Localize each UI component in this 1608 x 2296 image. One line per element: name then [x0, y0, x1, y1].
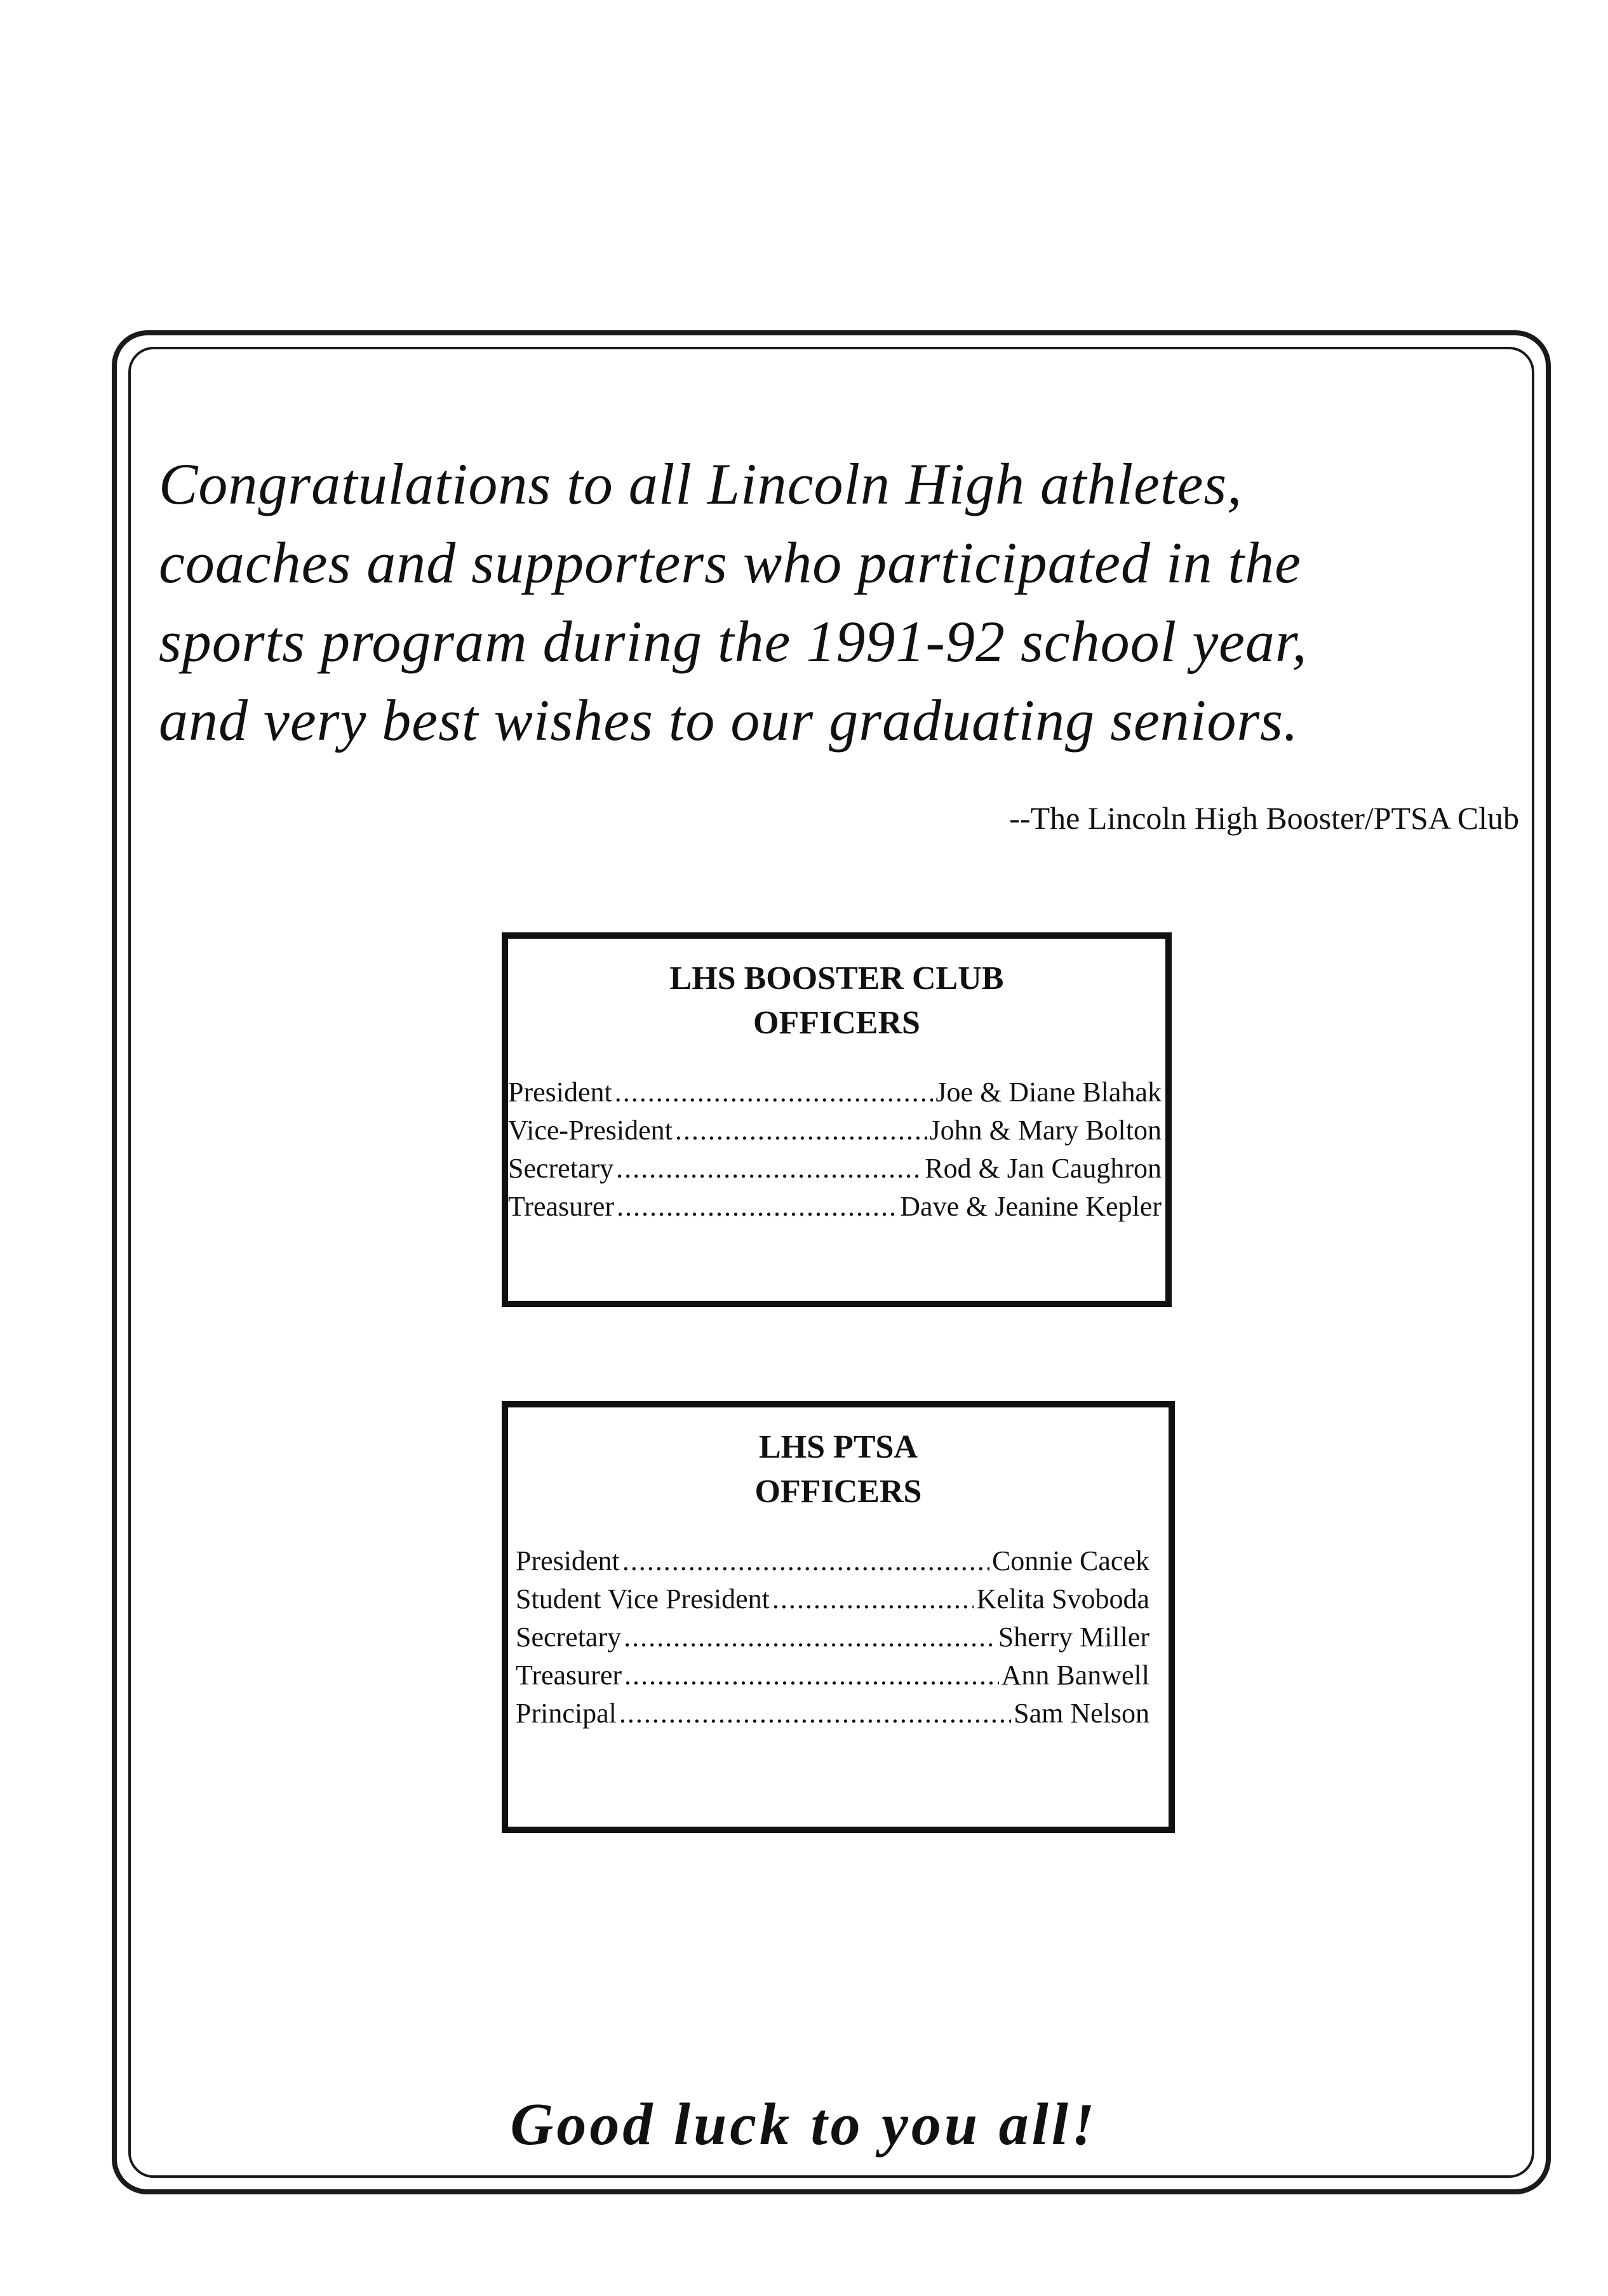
message-line: coaches and supporters who participated in the [159, 530, 1301, 595]
dot-leader [772, 1580, 974, 1618]
good-luck-closing: Good luck to you all! [510, 2091, 1098, 2158]
officer-role: Secretary [508, 1153, 614, 1184]
booster-club-roster [508, 1073, 1165, 1226]
officer-row [508, 1150, 1162, 1188]
officer-name: Kelita Svoboda [976, 1583, 1149, 1615]
congratulations-message [159, 445, 1524, 760]
ptsa-title-line: OFFICERS [754, 1474, 922, 1510]
dot-leader [675, 1111, 927, 1150]
officer-row [516, 1580, 1149, 1618]
dot-leader [619, 1695, 1011, 1733]
officer-row [516, 1695, 1149, 1733]
officer-name: Rod & Jan Caughron [925, 1153, 1162, 1184]
dot-leader [616, 1150, 922, 1188]
dot-leader [624, 1618, 996, 1656]
officer-row [516, 1542, 1149, 1580]
dot-leader [617, 1188, 897, 1226]
ptsa-title [508, 1425, 1169, 1514]
officer-role: President [516, 1545, 620, 1576]
officer-role: Secretary [516, 1621, 622, 1653]
booster-club-officers-box [502, 932, 1172, 1307]
officer-role: Student Vice President [516, 1583, 770, 1615]
officer-row [516, 1656, 1149, 1695]
officer-row [508, 1188, 1162, 1226]
officer-name: Ann Banwell [1001, 1660, 1149, 1691]
officer-role: Treasurer [516, 1660, 622, 1691]
booster-club-title-line: OFFICERS [753, 1005, 920, 1041]
officer-name: John & Mary Bolton [929, 1115, 1162, 1146]
officer-name: Sherry Miller [998, 1621, 1149, 1653]
officer-row [508, 1073, 1162, 1111]
booster-club-title-line: LHS BOOSTER CLUB [669, 960, 1004, 997]
officer-name: Sam Nelson [1014, 1698, 1149, 1729]
officer-name: Joe & Diane Blahak [935, 1077, 1162, 1108]
dot-leader [615, 1073, 934, 1111]
message-line: and very best wishes to our graduating seniors. [159, 688, 1299, 753]
officer-name: Connie Cacek [991, 1545, 1149, 1576]
officer-role: President [508, 1077, 612, 1108]
officer-name: Dave & Jeanine Kepler [900, 1191, 1162, 1222]
club-signature: --The Lincoln High Booster/PTSA Club [1009, 800, 1519, 836]
officer-role: Treasurer [508, 1191, 614, 1222]
ptsa-officers-box [502, 1401, 1175, 1833]
message-line: Congratulations to all Lincoln High athletes, [159, 452, 1243, 516]
message-line: sports program during the 1991-92 school year, [159, 609, 1308, 674]
officer-row [508, 1111, 1162, 1150]
officer-role: Vice-President [508, 1115, 673, 1146]
officer-role: Principal [516, 1698, 617, 1729]
dot-leader [622, 1542, 989, 1580]
ptsa-title-line: LHS PTSA [759, 1429, 918, 1465]
ptsa-roster [508, 1542, 1169, 1733]
officer-row [516, 1618, 1149, 1656]
dot-leader [624, 1656, 999, 1695]
booster-club-title [508, 957, 1165, 1045]
